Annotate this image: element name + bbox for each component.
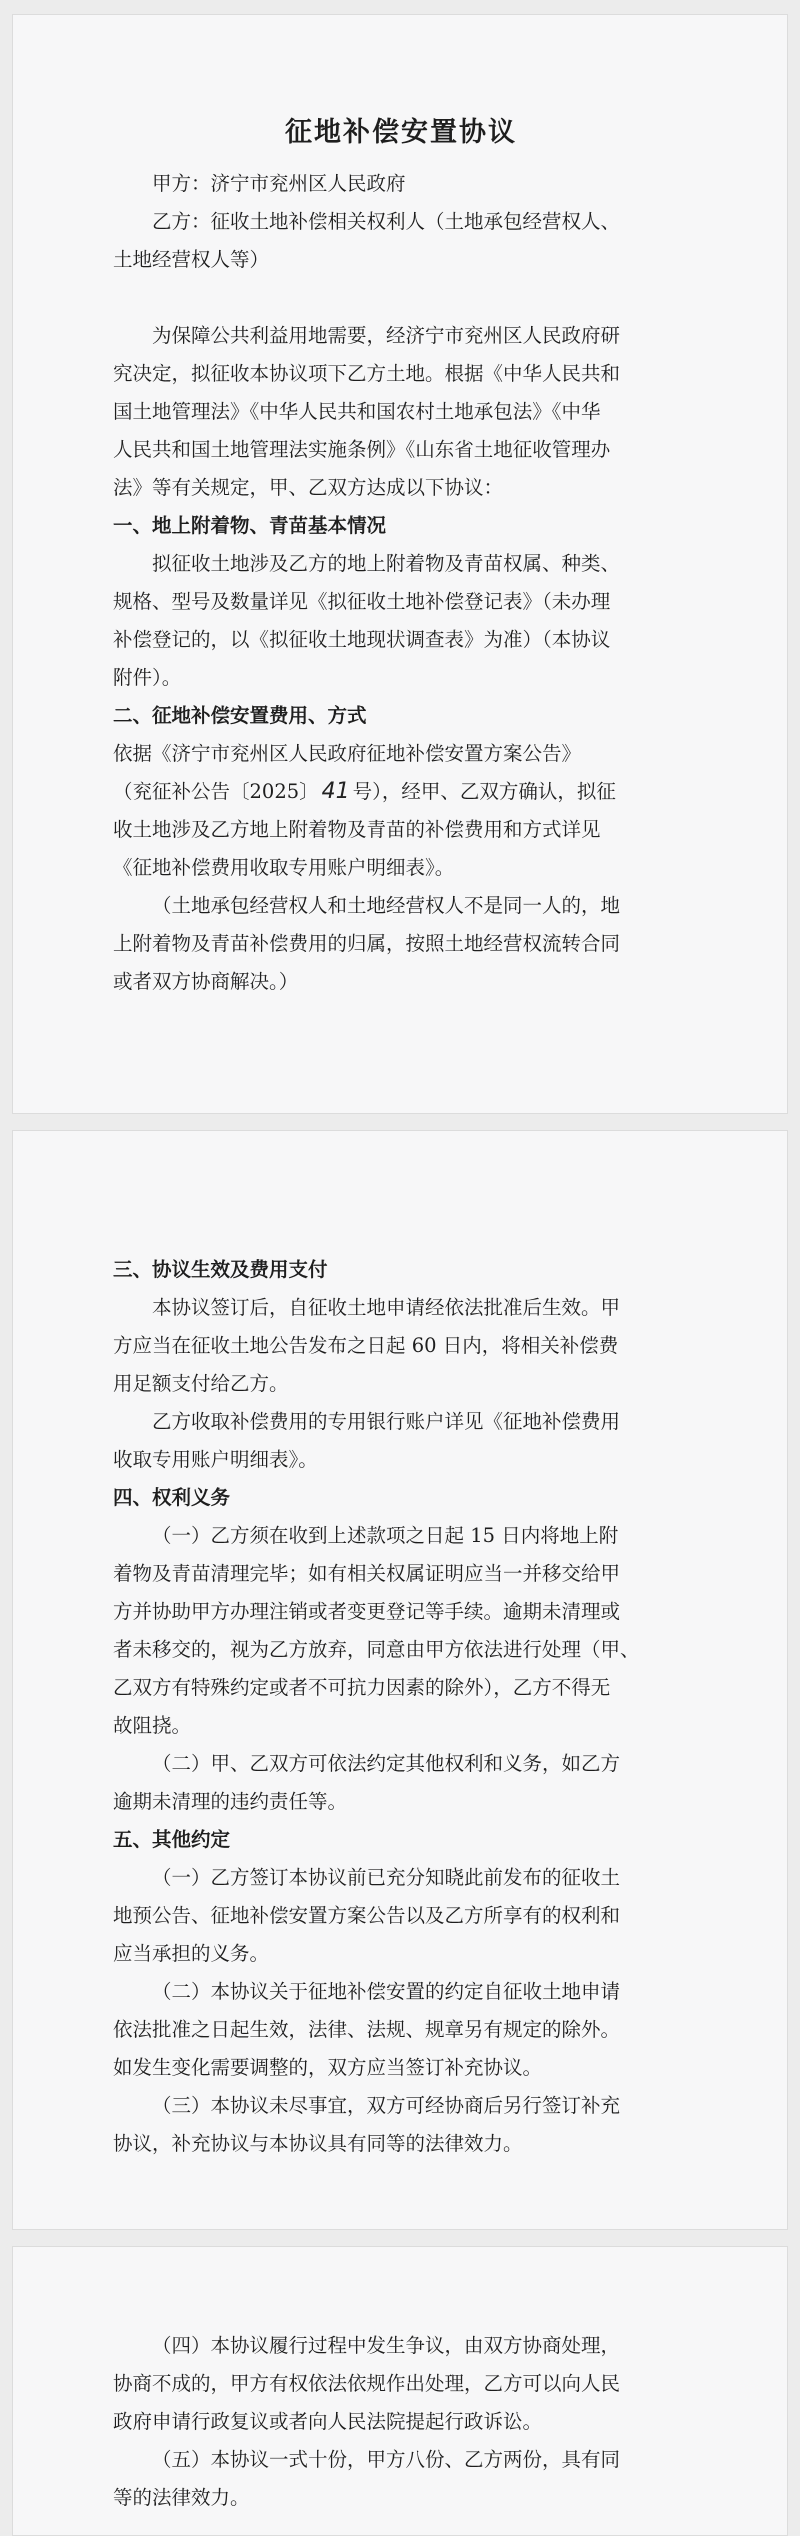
section-4-line-3: 方并协助甲方办理注销或者变更登记等手续。逾期未清理或 xyxy=(113,1600,621,1623)
page2-body xyxy=(113,1251,693,2163)
section-2-heading: 二、征地补偿安置费用、方式 xyxy=(113,704,367,727)
section-5-line-10: 协商不成的，甲方有权依法依规作出处理，乙方可以向人民 xyxy=(113,2372,621,2395)
section-3-heading: 三、协议生效及费用支付 xyxy=(113,1258,328,1281)
section-2-line-2 xyxy=(113,773,693,811)
section-1-line-2: 规格、型号及数量详见《拟征收土地补偿登记表》（未办理 xyxy=(113,590,611,613)
section-5-line-11: 政府申请行政复议或者向人民法院提起行政诉讼。 xyxy=(113,2410,543,2433)
section-3-line-3: 用足额支付给乙方。 xyxy=(113,1372,289,1395)
section-5-line-2: 地预公告、征地补偿安置方案公告以及乙方所享有的权利和 xyxy=(113,1904,621,1927)
intro-line-1: 为保障公共利益用地需要，经济宁市兖州区人民政府研 xyxy=(152,324,621,347)
section-2-note-line-3: 或者双方协商解决。） xyxy=(113,970,299,993)
party-b-line-1: 乙方：征收土地补偿相关权利人（土地承包经营权人、 xyxy=(152,210,621,233)
section-4-line-4: 者未移交的，视为乙方放弃，同意由甲方依法进行处理（甲、 xyxy=(113,1638,640,1661)
party-b-line-2: 土地经营权人等） xyxy=(113,248,270,271)
document-title: 征地补偿安置协议 xyxy=(285,117,517,148)
section-4-line-1: （一）乙方须在收到上述款项之日起 15 日内将地上附 xyxy=(152,1524,619,1547)
section-5-line-5: 依法批准之日起生效，法律、法规、规章另有规定的除外。 xyxy=(113,2018,621,2041)
section-5-heading: 五、其他约定 xyxy=(113,1828,231,1851)
section-5-line-13: 等的法律效力。 xyxy=(113,2486,250,2509)
section-5-line-12: （五）本协议一式十份，甲方八份、乙方两份，具有同 xyxy=(152,2448,621,2471)
section-1-line-4: 附件）。 xyxy=(113,666,182,689)
section-5-line-3: 应当承担的义务。 xyxy=(113,1942,270,1965)
section-2-note-line-2: 上附着物及青苗补偿费用的归属，按照土地经营权流转合同 xyxy=(113,932,621,955)
page1-body xyxy=(113,165,693,1001)
document-page-1 xyxy=(12,14,788,1114)
section-1-line-1: 拟征收土地涉及乙方的地上附着物及青苗权属、种类、 xyxy=(152,552,621,575)
party-a: 甲方：济宁市兖州区人民政府 xyxy=(152,172,406,195)
section-4-line-5: 乙双方有特殊约定或者不可抗力因素的除外），乙方不得无 xyxy=(113,1676,611,1699)
section-1-heading: 一、地上附着物、青苗基本情况 xyxy=(113,514,387,537)
section-4-line-8: 逾期未清理的违约责任等。 xyxy=(113,1790,348,1813)
announcement-number-suffix: 号），经甲、乙双方确认，拟征 xyxy=(352,780,616,803)
section-4-line-2: 着物及青苗清理完毕；如有相关权属证明应当一并移交给甲 xyxy=(113,1562,621,1585)
section-3-line-1: 本协议签订后，自征收土地申请经依法批准后生效。甲 xyxy=(152,1296,621,1319)
document-page-3 xyxy=(12,2246,788,2536)
handwritten-announcement-number: 41 xyxy=(321,779,350,804)
section-5-line-6: 如发生变化需要调整的，双方应当签订补充协议。 xyxy=(113,2056,543,2079)
intro-line-5: 法》等有关规定，甲、乙双方达成以下协议： xyxy=(113,476,504,499)
section-4-line-7: （二）甲、乙双方可依法约定其他权利和义务，如乙方 xyxy=(152,1752,621,1775)
section-5-line-8: 协议，补充协议与本协议具有同等的法律效力。 xyxy=(113,2132,523,2155)
section-2-line-4: 《征地补偿费用收取专用账户明细表》。 xyxy=(113,856,455,879)
section-4-line-6: 故阻挠。 xyxy=(113,1714,192,1737)
document-page-2 xyxy=(12,1130,788,2230)
intro-line-4: 人民共和国土地管理法实施条例》《山东省土地征收管理办 xyxy=(113,438,611,461)
section-4-heading: 四、权利义务 xyxy=(113,1486,231,1509)
section-5-line-9: （四）本协议履行过程中发生争议，由双方协商处理， xyxy=(152,2334,621,2357)
section-5-line-4: （二）本协议关于征地补偿安置的约定自征收土地申请 xyxy=(152,1980,621,2003)
section-1-line-3: 补偿登记的，以《拟征收土地现状调查表》为准）（本协议 xyxy=(113,628,611,651)
section-2-line-1: 依据《济宁市兖州区人民政府征地补偿安置方案公告》 xyxy=(113,742,582,765)
section-2-note-line-1: （土地承包经营权人和土地经营权人不是同一人的，地 xyxy=(152,894,621,917)
section-3-line-4: 乙方收取补偿费用的专用银行账户详见《征地补偿费用 xyxy=(152,1410,621,1433)
intro-line-2: 究决定，拟征收本协议项下乙方土地。根据《中华人民共和 xyxy=(113,362,621,385)
intro-line-3: 国土地管理法》《中华人民共和国农村土地承包法》《中华 xyxy=(113,400,601,423)
section-5-line-1: （一）乙方签订本协议前已充分知晓此前发布的征收土 xyxy=(152,1866,621,1889)
section-2-line-3: 收土地涉及乙方地上附着物及青苗的补偿费用和方式详见 xyxy=(113,818,601,841)
section-3-line-2: 方应当在征收土地公告发布之日起 60 日内，将相关补偿费 xyxy=(113,1334,619,1357)
section-3-line-5: 收取专用账户明细表》。 xyxy=(113,1448,318,1471)
page3-body xyxy=(113,2327,693,2517)
announcement-number-prefix: （兖征补公告〔2025〕 xyxy=(113,780,319,803)
section-5-line-7: （三）本协议未尽事宜，双方可经协商后另行签订补充 xyxy=(152,2094,621,2117)
